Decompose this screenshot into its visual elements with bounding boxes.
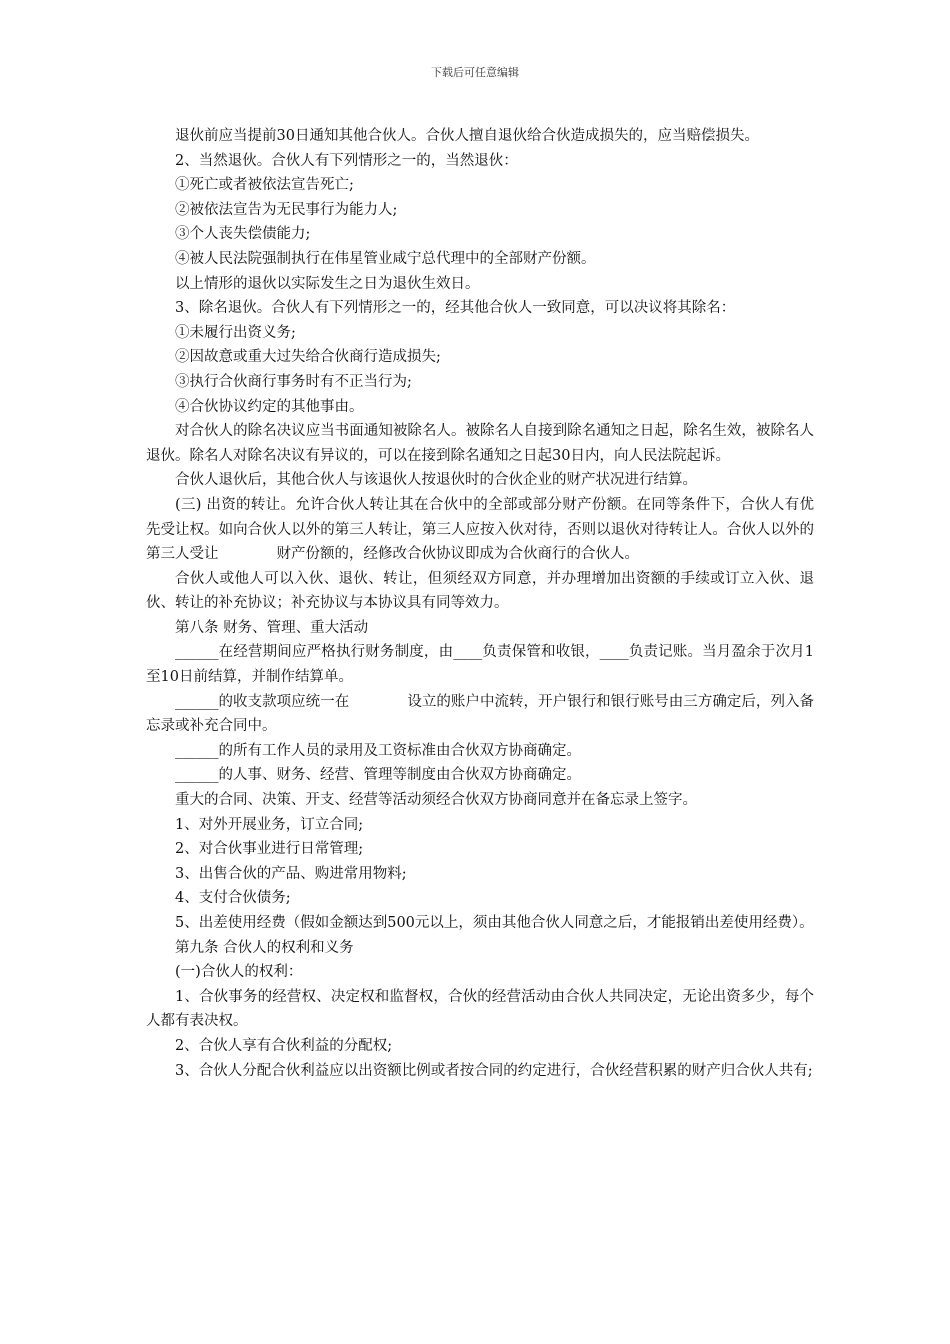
paragraph: 合伙人或他人可以入伙、退伙、转让，但须经双方同意，并办理增加出资额的手续或订立入伙、退伙、转让的补充协议；补充协议与本协议具有同等效力。: [146, 570, 814, 612]
paragraph: ③执行合伙商行事务时有不正当行为;: [175, 373, 412, 390]
paragraph: ______的所有工作人员的录用及工资标准由合伙双方协商确定。: [175, 742, 581, 759]
paragraph: ④被人民法院强制执行在伟星管业咸宁总代理中的全部财产份额。: [175, 250, 596, 267]
paragraph: (一)合伙人的权利：: [175, 964, 303, 981]
paragraph: 3、出售合伙的产品、购进常用物料;: [175, 865, 407, 882]
paragraph: 3、除名退伙。合伙人有下列情形之一的，经其他合伙人一致同意，可以决议将其除名：: [175, 300, 736, 317]
paragraph: ④合伙协议约定的其他事由。: [175, 398, 364, 415]
paragraph: ③个人丧失偿债能力;: [175, 226, 311, 243]
paragraph: ②因故意或重大过失给合伙商行造成损失;: [175, 349, 441, 366]
paragraph: ______在经营期间应严格执行财务制度，由____负责保管和收银，____负责记账。当月盈余于次月1至10日前结算，并制作结算单。: [146, 644, 814, 686]
paragraph: 对合伙人的除名决议应当书面通知被除名人。被除名人自接到除名通知之日起，除名生效，被除名人退伙。除名人对除名决议有异议的，可以在接到除名通知之日起30日内，向人民法院起诉。: [146, 423, 814, 464]
paragraph: 4、支付合伙债务;: [175, 890, 291, 907]
paragraph: 重大的合同、决策、开支、经营等活动须经合伙双方协商同意并在备忘录上签字。: [175, 792, 697, 809]
paragraph: 3、合伙人分配合伙利益应以出资额比例或者按合同的约定进行，合伙经营积累的财产归合伙人共有;: [175, 1062, 813, 1079]
document-body: [146, 124, 814, 1083]
paragraph: 退伙前应当提前30日通知其他合伙人。合伙人擅自退伙给合伙造成损失的，应当赔偿损失。: [175, 128, 759, 144]
paragraph: 1、对外开展业务，订立合同;: [175, 816, 364, 833]
paragraph: 5、出差使用经费（假如金额达到500元以上，须由其他合伙人同意之后，才能报销出差使用经费）。: [175, 915, 814, 931]
paragraph: 2、当然退伙。合伙人有下列情形之一的，当然退伙：: [175, 152, 518, 169]
paragraph: ______的人事、财务、经营、管理等制度由合伙双方协商确定。: [175, 767, 581, 784]
paragraph: ①未履行出资义务;: [175, 324, 296, 341]
paragraph: 合伙人退伙后，其他合伙人与该退伙人按退伙时的合伙企业的财产状况进行结算。: [175, 472, 697, 489]
page-header: 下载后可任意编辑: [431, 66, 519, 79]
paragraph: 2、对合伙事业进行日常管理;: [175, 841, 364, 858]
paragraph: 以上情形的退伙以实际发生之日为退伙生效日。: [175, 275, 480, 292]
paragraph: 1、合伙事务的经营权、决定权和监督权，合伙的经营活动由合伙人共同决定，无论出资多少，每个人都有表决权。: [146, 988, 814, 1030]
paragraph: ②被依法宣告为无民事行为能力人;: [175, 201, 398, 218]
section-heading: 第九条 合伙人的权利和义务: [175, 939, 354, 956]
section-heading: 第八条 财务、管理、重大活动: [175, 619, 369, 636]
paragraph: ①死亡或者被依法宣告死亡;: [175, 177, 354, 194]
paragraph: (三) 出资的转让。允许合伙人转让其在合伙中的全部或部分财产份额。在同等条件下，合伙人有优先受让权。如向合伙人以外的第三人转让，第三人应按入伙对待，否则以退伙对待转让人。合伙人以外的第三人受让 财产份额的，经修改合伙协议即成为合伙商行的合伙人。: [146, 496, 814, 563]
paragraph: ______的收支款项应统一在 设立的账户中流转，开户银行和银行账号由三方确定后，列入备忘录或补充合同中。: [146, 693, 814, 735]
paragraph: 2、合伙人享有合伙利益的分配权;: [175, 1037, 393, 1054]
